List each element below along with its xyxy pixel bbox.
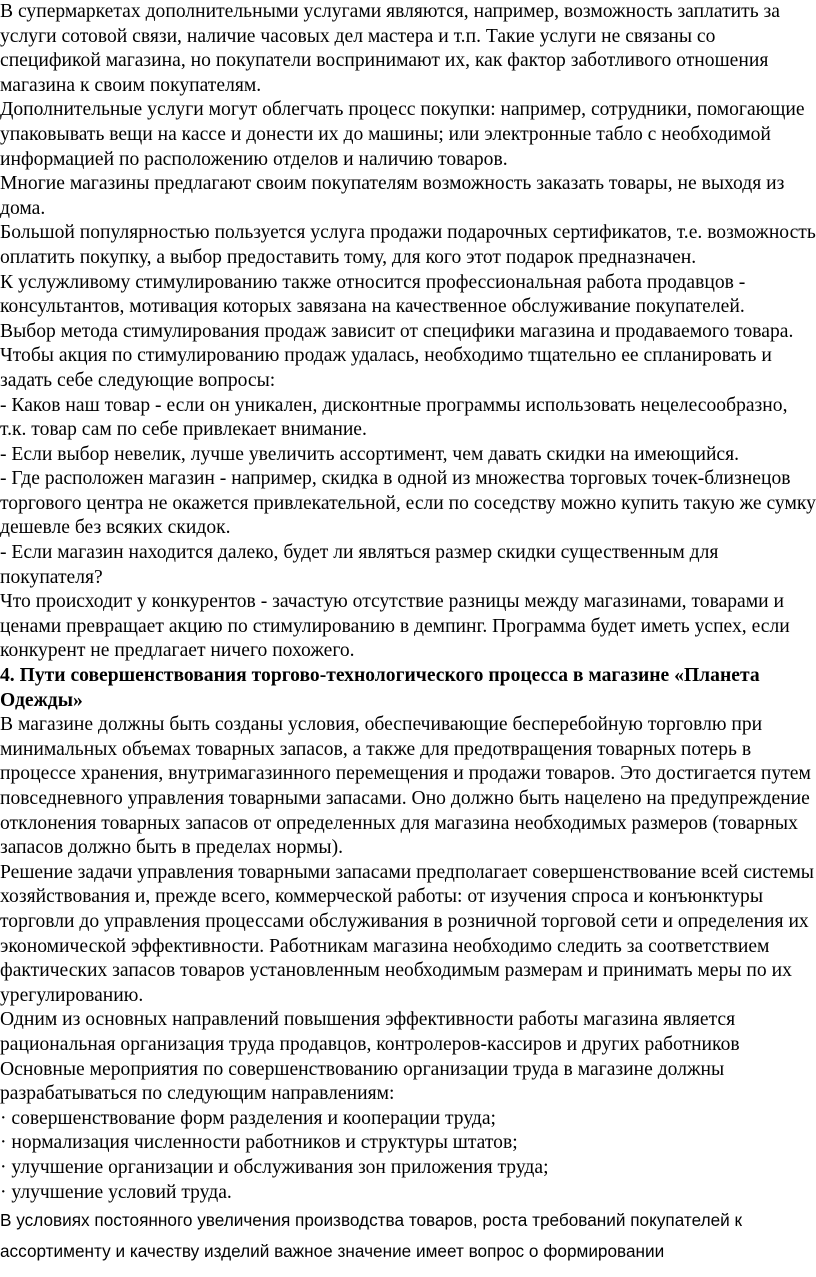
paragraph: В магазине должны быть созданы условия, обеспечивающие бесперебойную торговлю при минимальных объемах товарных запасов, а также для предотвращения товарных потерь в процессе хранения, внутримагазинного перемещения и продажи товаров. Это достигается путем повседневного управления товарными запасами. Оно должно быть нацелено на предупреждение отклонения товарных запасов от определенных для магазина необходимых размеров (товарных запасов должно быть в пределах нормы). xyxy=(0,714,811,859)
list-item: · совершенствование форм разделения и кооперации труда; xyxy=(0,1107,496,1129)
paragraph: К услужливому стимулированию также относится профессиональная работа продавцов - консультантов, мотивация которых завязана на качественное обслуживание покупателей. xyxy=(0,271,746,318)
paragraph: Решение задачи управления товарными запасами предполагает совершенствование всей системы хозяйствования и, прежде всего, коммерческой работы: от изучения спроса и конъюнктуры торговли до управления процессами обслуживания в розничной торговой сети и определения их экономической эффективности. Работникам магазина необходимо следить за соответствием фактических запасов товаров установленным необходимым размерам и принимать меры по их урегулированию. xyxy=(0,861,814,1006)
paragraph: Многие магазины предлагают своим покупателям возможность заказать товары, не выходя из дома. xyxy=(0,173,785,219)
paragraph: Основные мероприятия по совершенствованию организации труда в магазине должны разрабатываться по следующим направлениям: xyxy=(0,1058,725,1105)
paragraph: В супермаркетах дополнительными услугами являются, например, возможность заплатить за услуги сотовой связи, наличие часовых дел мастера и т.п. Такие услуги не связаны со спецификой магазина, но покупатели воспринимают их, как фактор заботливого отношения магазина к своим покупателям. xyxy=(0,1,780,96)
paragraph: Одним из основных направлений повышения эффективности работы магазина является рациональная организация труда продавцов, контролеров-кассиров и других работников xyxy=(0,1009,740,1055)
paragraph: В условиях постоянного увеличения производства товаров, роста требований покупателей к ассортименту и качеству изделий важное значение имеет вопрос о формировании xyxy=(0,1210,743,1262)
paragraph: Выбор метода стимулирования продаж зависит от специфики магазина и продаваемого товара. Чтобы акция по стимулированию продаж удалась, необходимо тщательно ее спланировать и задать себе следующие вопросы: xyxy=(0,320,794,391)
section-heading: 4. Пути совершенствования торгово-технологического процесса в магазине «Планета Одежды» xyxy=(0,665,760,711)
list-item: · улучшение условий труда. xyxy=(0,1181,232,1203)
paragraph: Дополнительные услуги могут облегчать процесс покупки: например, сотрудники, помогающие упаковывать вещи на кассе и донести их до машины; или электронные табло с необходимой информацией по расположению отделов и наличию товаров. xyxy=(0,99,805,170)
list-item: - Если выбор невелик, лучше увеличить ассортимент, чем давать скидки на имеющийся. xyxy=(0,443,740,465)
paragraph: Что происходит у конкурентов - зачастую отсутствие разницы между магазинами, товарами и ценами превращает акцию по стимулированию в демпинг. Программа будет иметь успех, если конкурент не предлагает ничего похожего. xyxy=(0,591,790,662)
list-item: - Если магазин находится далеко, будет ли являться размер скидки существенным для покупателя? xyxy=(0,542,719,588)
paragraph: Большой популярностью пользуется услуга продажи подарочных сертификатов, т.е. возможность оплатить покупку, а выбор предоставить тому, для кого этот подарок предназначен. xyxy=(0,222,816,268)
list-item: · улучшение организации и обслуживания зон приложения труда; xyxy=(0,1156,549,1178)
list-item: - Где расположен магазин - например, скидка в одной из множества торговых точек-близнецов торгового центра не окажется привлекательной, если по соседству можно купить такую же сумку дешевле без всяких скидок. xyxy=(0,468,816,539)
footer-text-block xyxy=(0,1205,816,1267)
list-item: · нормализация численности работников и структуры штатов; xyxy=(0,1132,518,1154)
list-item: - Каков наш товар - если он уникален, дисконтные программы использовать нецелесообразно, т.к. товар сам по себе привлекает внимание. xyxy=(0,394,788,441)
